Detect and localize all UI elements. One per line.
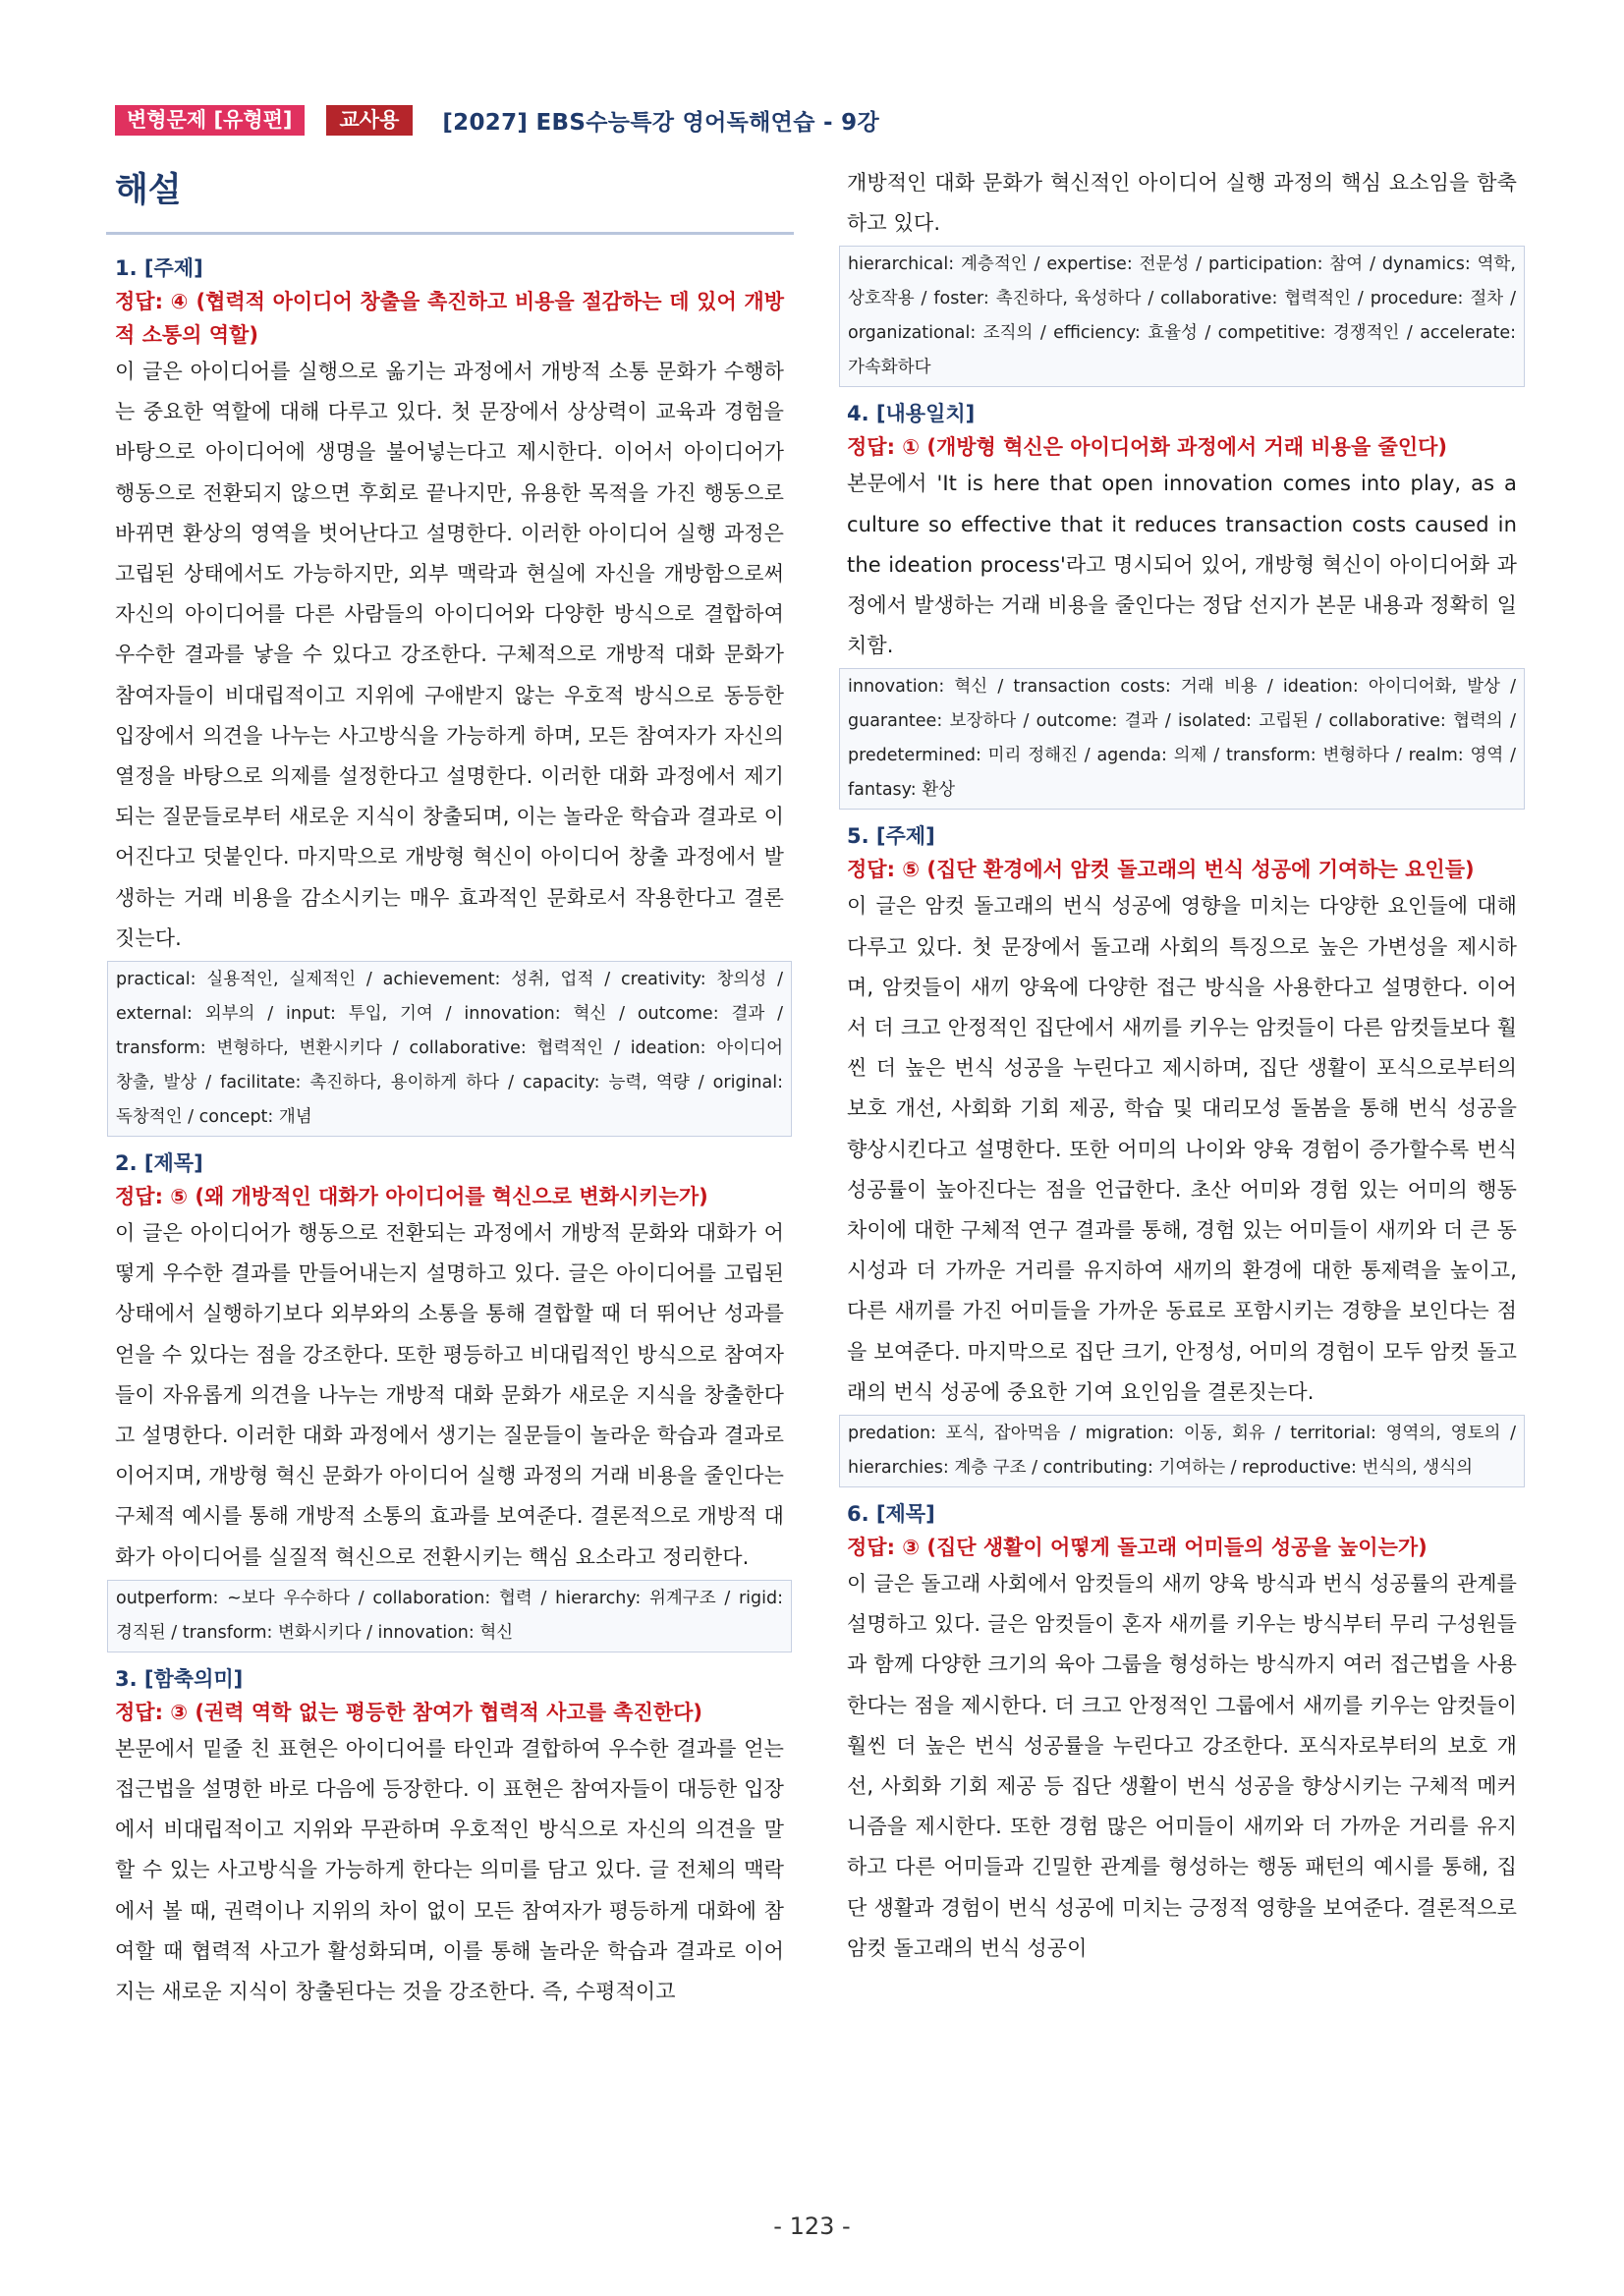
role-tag: 교사용: [326, 105, 414, 136]
section-5: [847, 819, 1517, 1487]
section-3: [115, 1662, 784, 2012]
question-label: 2. [제목]: [115, 1151, 203, 1176]
explanation-text-continued: [847, 163, 1517, 244]
question-label: 6. [제목]: [847, 1502, 935, 1527]
vocab-box: hierarchical: 계층적인 / expertise: 전문성 / participation: 참여 / dynamics: 역학, 상호작용 / foster: 촉진하다, 육성하다 / collaborative: 협력적인 / procedure: 절차 / organizational: 조직의 / efficiency: 효율성 / competitive: 경쟁적인 / accelerate: 가속화하다: [839, 246, 1525, 387]
question-label: 5. [주제]: [847, 824, 935, 849]
left-column: [115, 246, 784, 2012]
section-2: [115, 1147, 784, 1652]
answer-line: 정답: ① (개방형 혁신은 아이디어화 과정에서 거래 비용을 줄인다): [847, 435, 1448, 460]
explanation-text: 이 글은 암컷 돌고래의 번식 성공에 영향을 미치는 다양한 요인들에 대해 다루고 있다. 첫 문장에서 돌고래 사회의 특징으로 높은 가변성을 제시하며, 암컷들이 새끼 양육에 다양한 접근 방식을 사용한다고 설명한다. 이어서 더 크고 안정적인 집단에서 새끼를 키우는 암컷들이 다른 암컷들보다 훨씬 더 높은 번식 성공을 누린다고 제시하며, 집단 생활이 포식으로부터의 보호 개선, 사회화 기회 제공, 학습 및 대리모성 돌봄을 통해 번식 성공을 향상시킨다고 설명한다. 또한 어미의 나이와 양육 경험이 증가할수록 번식 성공률이 높아진다는 점을 언급한다. 초산 어미와 경험 있는 어미의 행동 차이에 대한 구체적 연구 결과를 통해, 경험 있는 어미들이 새끼와 더 큰 동시성과 더 가까운 거리를 유지하여 새끼의 환경에 대한 통제력을 높이고, 다른 새끼를 가진 어미들을 가까운 동료로 포함시키는 경향을 보인다는 점을 보여준다. 마지막으로 집단 크기, 안정성, 어미의 경험이 모두 암컷 돌고래의 번식 성공에 중요한 기여 요인임을 결론짓는다.: [847, 894, 1517, 1404]
page-header: [115, 102, 879, 138]
question-label: 1. [주제]: [115, 256, 203, 280]
vocab-box: practical: 실용적인, 실제적인 / achievement: 성취, 업적 / creativity: 창의성 / external: 외부의 / input: 투입, 기여 / innovation: 혁신 / outcome: 결과 / transform: 변형하다, 변환시키다 / collaborative: 협력적인 / ideation: 아이디어 창출, 발상 / facilitate: 촉진하다, 용이하게 하다 / capacity: 능력, 역량 / original: 독창적인 / concept: 개념: [107, 961, 792, 1137]
answer-line: 정답: ④ (협력적 아이디어 창출을 촉진하고 비용을 절감하는 데 있어 개방적 소통의 역할): [115, 290, 784, 347]
vocab-box: outperform: ~보다 우수하다 / collaboration: 협력 / hierarchy: 위계구조 / rigid: 경직된 / transform: 변화시키다 / innovation: 혁신: [107, 1580, 792, 1652]
explanation-text: 본문에서 'It is here that open innovation comes into play, as a culture so effective that it reduces transaction costs caused in the ideation process'라고 명시되어 있어, 개방형 혁신이 아이디어화 과정에서 발생하는 거래 비용을 줄인다는 정답 선지가 본문 내용과 정확히 일치함.: [847, 472, 1517, 658]
question-label: 4. [내용일치]: [847, 402, 976, 426]
answer-line: 정답: ③ (권력 역학 없는 평등한 참여가 협력적 사고를 촉진한다): [115, 1700, 703, 1724]
answer-line: 정답: ⑤ (집단 환경에서 암컷 돌고래의 번식 성공에 기여하는 요인들): [847, 858, 1475, 882]
section-6: [847, 1497, 1517, 1969]
page-number: - 123 -: [773, 2212, 851, 2240]
page-title: 해설: [115, 171, 182, 210]
question-label: 3. [함축의미]: [115, 1666, 244, 1691]
explanation-text: 이 글은 아이디어가 행동으로 전환되는 과정에서 개방적 문화와 대화가 어떻게 우수한 결과를 만들어내는지 설명하고 있다. 글은 아이디어를 고립된 상태에서 실행하기보다 외부와의 소통을 통해 결합할 때 더 뛰어난 성과를 얻을 수 있다는 점을 강조한다. 또한 평등하고 비대립적인 방식으로 참여자들이 자유롭게 의견을 나누는 개방적 대화 문화가 새로운 지식을 창출한다고 설명한다. 이러한 대화 과정에서 생기는 질문들이 놀라운 학습과 결과로 이어지며, 개방형 혁신 문화가 아이디어 실행 과정의 거래 비용을 줄인다는 구체적 예시를 통해 개방적 소통의 효과를 보여준다. 결론적으로 개방적 대화가 아이디어를 실질적 혁신으로 전환시키는 핵심 요소라고 정리한다.: [115, 1221, 784, 1569]
section-1: [115, 252, 784, 1137]
explanation-text: 이 글은 돌고래 사회에서 암컷들의 새끼 양육 방식과 번식 성공률의 관계를 설명하고 있다. 글은 암컷들이 혼자 새끼를 키우는 방식부터 무리 구성원들과 함께 다양한 크기의 육아 그룹을 형성하는 방식까지 여러 접근법을 사용한다는 점을 제시한다. 더 크고 안정적인 그룹에서 새끼를 키우는 암컷들이 훨씬 더 높은 번식 성공률을 누린다고 강조한다. 포식자로부터의 보호 개선, 사회화 기회 제공 등 집단 생활이 번식 성공을 향상시키는 구체적 메커니즘을 제시한다. 또한 경험 많은 어미들이 새끼와 더 가까운 거리를 유지하고 다른 어미들과 긴밀한 관계를 형성하는 행동 패턴의 예시를 통해, 집단 생활과 경험이 번식 성공에 미치는 긍정적 영향을 보여준다. 결론적으로 암컷 돌고래의 번식 성공이: [847, 1572, 1517, 1960]
header-title: [2027] EBS수능특강 영어독해연습 - 9강: [442, 109, 879, 136]
explanation-text: [115, 1729, 784, 2012]
type-tag: 변형문제 [유형편]: [115, 105, 305, 136]
explanation-text: 이 글은 아이디어를 실행으로 옮기는 과정에서 개방적 소통 문화가 수행하는 중요한 역할에 대해 다루고 있다. 첫 문장에서 상상력이 교육과 경험을 바탕으로 아이디어에 생명을 불어넣는다고 제시한다. 이어서 아이디어가 행동으로 전환되지 않으면 후회로 끝나지만, 유용한 목적을 가진 행동으로 바뀌면 환상의 영역을 벗어난다고 설명한다. 이러한 아이디어 실행 과정은 고립된 상태에서도 가능하지만, 외부 맥락과 현실에 자신을 개방함으로써 자신의 아이디어를 다른 사람들의 아이디어와 다양한 방식으로 결합하여 우수한 결과를 낳을 수 있다고 강조한다. 구체적으로 개방적 대화 문화가 참여자들이 비대립적이고 지위에 구애받지 않는 우호적 방식으로 동등한 입장에서 의견을 나누는 사고방식을 가능하게 하며, 모든 참여자가 자신의 열정을 바탕으로 의제를 설정한다고 설명한다. 이러한 대화 과정에서 제기되는 질문들로부터 새로운 지식이 창출되며, 이는 놀라운 학습과 결과로 이어진다고 덧붙인다. 마지막으로 개방형 혁신이 아이디어 창출 과정에서 발생하는 거래 비용을 감소시키는 매우 효과적인 문화로서 작용한다고 결론짓는다.: [115, 360, 784, 950]
answer-line: 정답: ⑤ (왜 개방적인 대화가 아이디어를 혁신으로 변화시키는가): [115, 1185, 708, 1209]
right-column: [847, 163, 1517, 1969]
explanation-text-left: 본문에서 밑줄 친 표현은 아이디어를 타인과 결합하여 우수한 결과를 얻는 접근법을 설명한 바로 다음에 등장한다. 이 표현은 참여자들이 대등한 입장에서 비대립적이고 지위와 무관하며 우호적인 방식으로 자신의 의견을 말할 수 있는 사고방식을 가능하게 한다는 의미를 담고 있다. 글 전체의 맥락에서 볼 때, 권력이나 지위의 차이 없이 모든 참여자가 평등하게 대화에 참여할 때 협력적 사고가 활성화되며, 이를 통해 놀라운 학습과 결과로 이어지는 새로운 지식이 창출된다는 것을 강조한다. 즉, 수평적이고: [115, 1736, 784, 2004]
vocab-box: predation: 포식, 잡아먹음 / migration: 이동, 회유 / territorial: 영역의, 영토의 / hierarchies: 계층 구조 / contributing: 기여하는 / reproductive: 번식의, 생식의: [839, 1415, 1525, 1487]
vocab-box: innovation: 혁신 / transaction costs: 거래 비용 / ideation: 아이디어화, 발상 / guarantee: 보장하다 / outcome: 결과 / isolated: 고립된 / collaborative: 협력의 / predetermined: 미리 정해진 / agenda: 의제 / transform: 변형하다 / realm: 영역 / fantasy: 환상: [839, 668, 1525, 810]
explanation-text-right: 개방적인 대화 문화가 혁신적인 아이디어 실행 과정의 핵심 요소임을 함축하고 있다.: [847, 171, 1517, 236]
answer-line: 정답: ③ (집단 생활이 어떻게 돌고래 어미들의 성공을 높이는가): [847, 1536, 1428, 1560]
section-4: [847, 397, 1517, 810]
title-divider: [106, 232, 794, 235]
